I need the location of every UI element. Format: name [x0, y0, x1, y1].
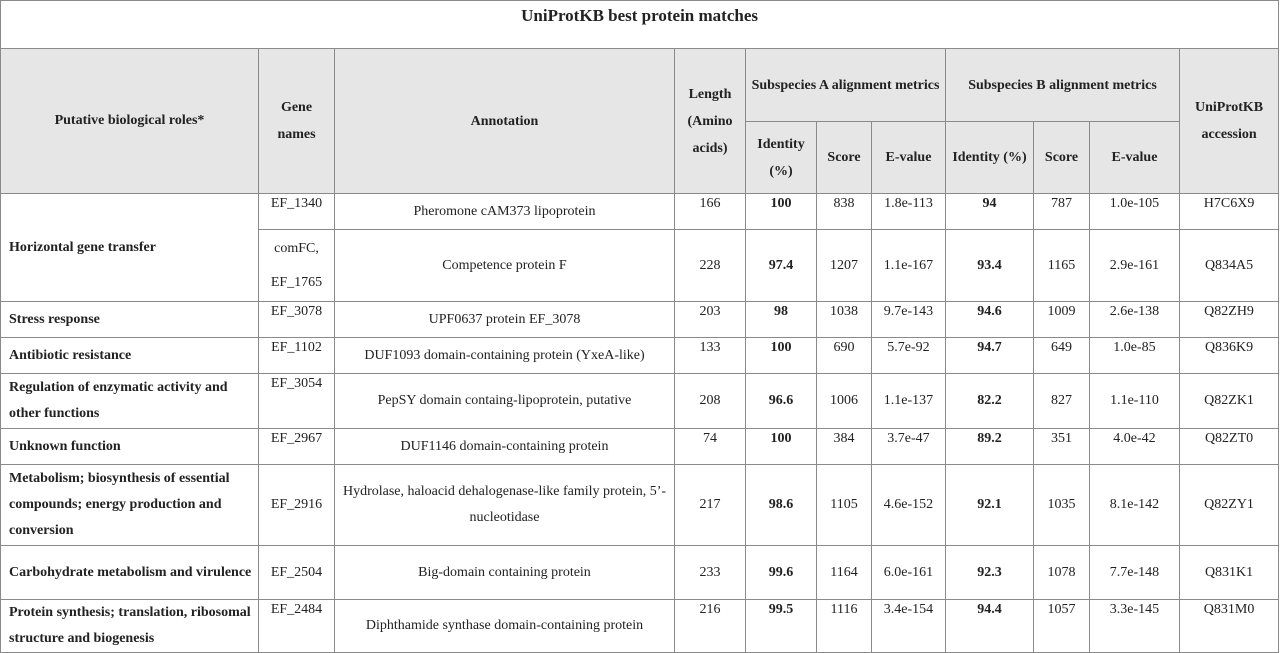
row-gene: EF_3054 — [259, 374, 335, 429]
row-gene: EF_2967 — [259, 429, 335, 465]
row-a-score: 1207 — [817, 230, 872, 302]
row-annotation: Competence protein F — [335, 230, 675, 302]
row-a-identity: 100 — [746, 194, 817, 230]
row-accession: Q82ZY1 — [1180, 465, 1279, 546]
table-row — [1, 302, 1279, 338]
row-length: 233 — [675, 546, 746, 600]
row-a-identity: 99.5 — [746, 600, 817, 653]
table-row — [1, 374, 1279, 429]
row-a-evalue: 1.1e-167 — [872, 230, 946, 302]
header-b-score: Score — [1034, 122, 1090, 194]
row-annotation: UPF0637 protein EF_3078 — [335, 302, 675, 338]
row-a-score: 838 — [817, 194, 872, 230]
row-a-evalue: 1.8e-113 — [872, 194, 946, 230]
row-b-identity: 94.4 — [946, 600, 1034, 653]
row-accession: Q836K9 — [1180, 338, 1279, 374]
row-length: 133 — [675, 338, 746, 374]
header-length: Length (Amino acids) — [675, 49, 746, 194]
row-b-score: 1035 — [1034, 465, 1090, 546]
row-a-evalue: 3.7e-47 — [872, 429, 946, 465]
table-title: UniProtKB best protein matches — [1, 1, 1279, 49]
row-a-score: 1164 — [817, 546, 872, 600]
row-a-identity: 100 — [746, 338, 817, 374]
row-length: 228 — [675, 230, 746, 302]
header-annotation: Annotation — [335, 49, 675, 194]
row-b-score: 827 — [1034, 374, 1090, 429]
row-annotation: Hydrolase, haloacid dehalogenase-like family protein, 5’-nucleotidase — [335, 465, 675, 546]
row-gene: EF_1102 — [259, 338, 335, 374]
row-length: 74 — [675, 429, 746, 465]
row-a-score: 1006 — [817, 374, 872, 429]
row-accession: Q82ZT0 — [1180, 429, 1279, 465]
row-gene: comFC, EF_1765 — [259, 230, 335, 302]
row-a-score: 1116 — [817, 600, 872, 653]
header-subspecies-b: Subspecies B alignment metrics — [946, 49, 1180, 122]
row-annotation: DUF1093 domain-containing protein (YxeA-like) — [335, 338, 675, 374]
row-role: Regulation of enzymatic activity and other functions — [1, 374, 259, 429]
row-a-evalue: 9.7e-143 — [872, 302, 946, 338]
row-b-evalue: 8.1e-142 — [1090, 465, 1180, 546]
row-a-identity: 97.4 — [746, 230, 817, 302]
row-annotation: Big-domain containing protein — [335, 546, 675, 600]
row-a-score: 1038 — [817, 302, 872, 338]
row-a-identity: 100 — [746, 429, 817, 465]
table-row — [1, 546, 1279, 600]
row-b-score: 351 — [1034, 429, 1090, 465]
row-a-identity: 98 — [746, 302, 817, 338]
row-annotation: Diphthamide synthase domain-containing protein — [335, 600, 675, 653]
row-gene: EF_2484 — [259, 600, 335, 653]
row-b-evalue: 1.0e-85 — [1090, 338, 1180, 374]
header-subspecies-a: Subspecies A alignment metrics — [746, 49, 946, 122]
row-a-identity: 98.6 — [746, 465, 817, 546]
table-row — [1, 338, 1279, 374]
header-b-identity: Identity (%) — [946, 122, 1034, 194]
row-role: Protein synthesis; translation, ribosomal structure and biogenesis — [1, 600, 259, 653]
row-role: Horizontal gene transfer — [1, 194, 259, 302]
row-accession: Q82ZK1 — [1180, 374, 1279, 429]
row-role: Stress response — [1, 302, 259, 338]
row-accession: Q82ZH9 — [1180, 302, 1279, 338]
row-b-score: 1165 — [1034, 230, 1090, 302]
table-row — [1, 465, 1279, 546]
header-a-identity: Identity (%) — [746, 122, 817, 194]
row-role: Unknown function — [1, 429, 259, 465]
header-gene-names: Gene names — [259, 49, 335, 194]
row-b-identity: 94 — [946, 194, 1034, 230]
row-a-evalue: 5.7e-92 — [872, 338, 946, 374]
row-length: 217 — [675, 465, 746, 546]
row-length: 203 — [675, 302, 746, 338]
header-roles: Putative biological roles* — [1, 49, 259, 194]
row-annotation: Pheromone cAM373 lipoprotein — [335, 194, 675, 230]
row-length: 166 — [675, 194, 746, 230]
row-length: 216 — [675, 600, 746, 653]
row-a-score: 1105 — [817, 465, 872, 546]
row-b-score: 1009 — [1034, 302, 1090, 338]
row-accession: Q831M0 — [1180, 600, 1279, 653]
row-b-identity: 89.2 — [946, 429, 1034, 465]
row-b-evalue: 7.7e-148 — [1090, 546, 1180, 600]
row-gene: EF_2504 — [259, 546, 335, 600]
row-gene: EF_1340 — [259, 194, 335, 230]
row-b-identity: 82.2 — [946, 374, 1034, 429]
row-annotation: DUF1146 domain-containing protein — [335, 429, 675, 465]
row-b-score: 1078 — [1034, 546, 1090, 600]
table-row — [1, 194, 1279, 230]
row-a-evalue: 6.0e-161 — [872, 546, 946, 600]
row-a-score: 690 — [817, 338, 872, 374]
row-role: Metabolism; biosynthesis of essential compounds; energy production and conversion — [1, 465, 259, 546]
table-row — [1, 600, 1279, 653]
row-accession: Q834A5 — [1180, 230, 1279, 302]
row-b-evalue: 2.6e-138 — [1090, 302, 1180, 338]
row-gene: EF_3078 — [259, 302, 335, 338]
row-b-score: 649 — [1034, 338, 1090, 374]
row-b-score: 1057 — [1034, 600, 1090, 653]
row-b-identity: 92.1 — [946, 465, 1034, 546]
header-accession: UniProtKB accession — [1180, 49, 1279, 194]
row-a-evalue: 4.6e-152 — [872, 465, 946, 546]
row-b-score: 787 — [1034, 194, 1090, 230]
row-a-score: 384 — [817, 429, 872, 465]
row-a-evalue: 1.1e-137 — [872, 374, 946, 429]
header-b-evalue: E-value — [1090, 122, 1180, 194]
row-a-identity: 99.6 — [746, 546, 817, 600]
row-length: 208 — [675, 374, 746, 429]
row-a-identity: 96.6 — [746, 374, 817, 429]
row-b-evalue: 1.1e-110 — [1090, 374, 1180, 429]
row-a-evalue: 3.4e-154 — [872, 600, 946, 653]
row-b-identity: 94.6 — [946, 302, 1034, 338]
row-accession: Q831K1 — [1180, 546, 1279, 600]
row-b-evalue: 2.9e-161 — [1090, 230, 1180, 302]
row-b-evalue: 1.0e-105 — [1090, 194, 1180, 230]
row-b-identity: 93.4 — [946, 230, 1034, 302]
row-b-evalue: 4.0e-42 — [1090, 429, 1180, 465]
row-b-evalue: 3.3e-145 — [1090, 600, 1180, 653]
header-a-evalue: E-value — [872, 122, 946, 194]
row-b-identity: 94.7 — [946, 338, 1034, 374]
table-row — [1, 429, 1279, 465]
row-role: Carbohydrate metabolism and virulence — [1, 546, 259, 600]
row-gene: EF_2916 — [259, 465, 335, 546]
row-annotation: PepSY domain containg-lipoprotein, putative — [335, 374, 675, 429]
row-b-identity: 92.3 — [946, 546, 1034, 600]
row-role: Antibiotic resistance — [1, 338, 259, 374]
row-accession: H7C6X9 — [1180, 194, 1279, 230]
header-a-score: Score — [817, 122, 872, 194]
